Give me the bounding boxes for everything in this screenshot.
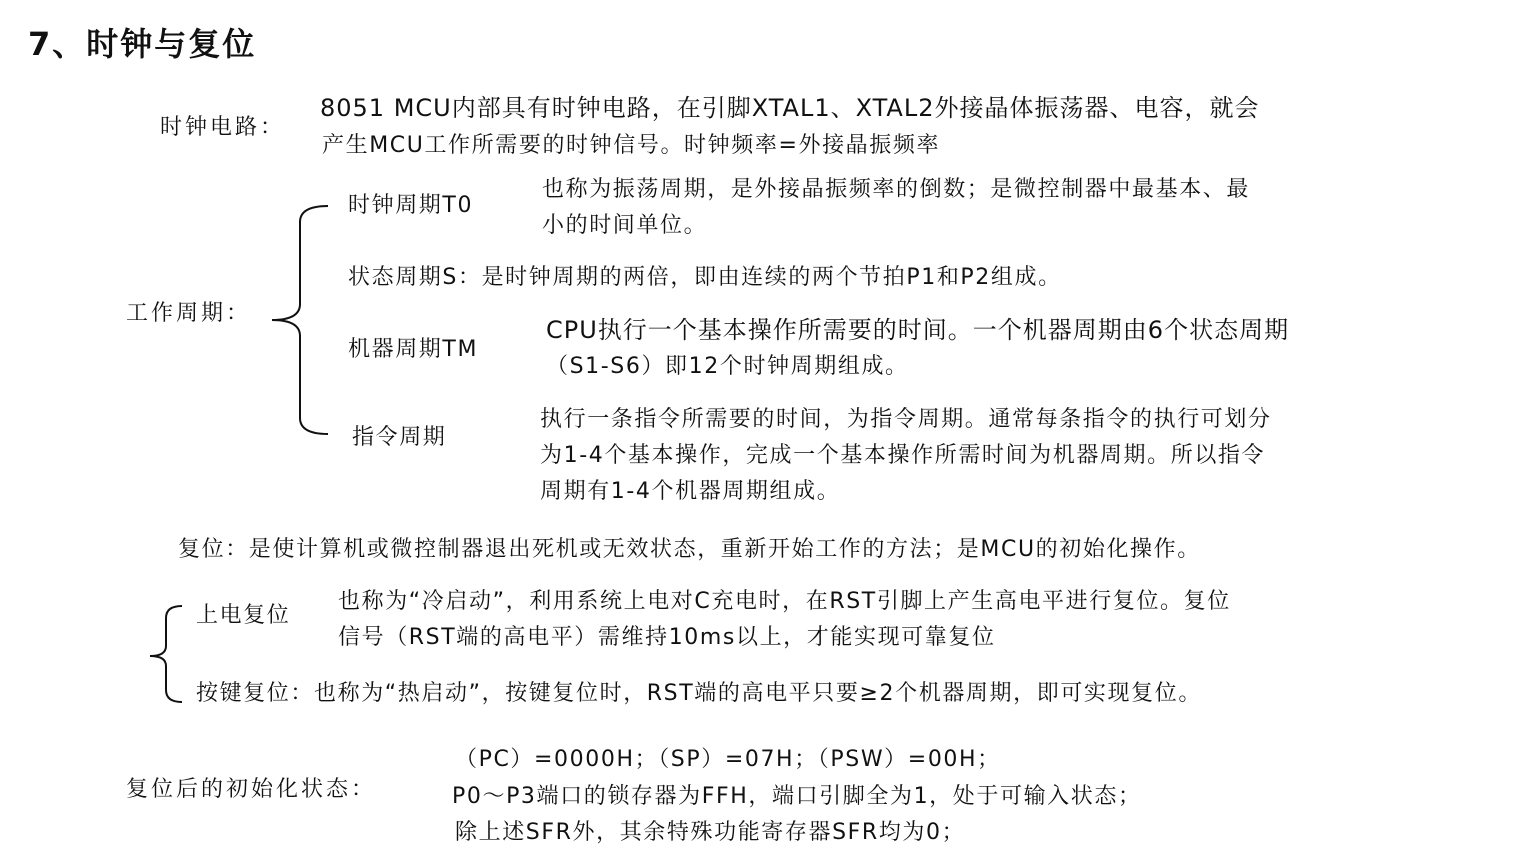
- instruction-period-desc-line1: 执行一条指令所需要的时间，为指令周期。通常每条指令的执行可划分: [540, 407, 1272, 432]
- init-state-line2: P0～P3端口的锁存器为FFH，端口引脚全为1，处于可输入状态；: [452, 784, 1142, 809]
- clock-period-desc-line2: 小的时间单位。: [542, 213, 708, 238]
- instruction-period-desc-line2: 为1-4个基本操作，完成一个基本操作所需时间为机器周期。所以指令: [540, 443, 1266, 468]
- clock-circuit-text-line1: 8051 MCU内部具有时钟电路，在引脚XTAL1、XTAL2外接晶体振荡器、电容，就会: [320, 94, 1260, 122]
- machine-period-desc-line1: CPU执行一个基本操作所需要的时间。一个机器周期由6个状态周期: [546, 316, 1290, 344]
- clock-period-name: 时钟周期T0: [348, 193, 474, 218]
- clock-circuit-text-line2: 产生MCU工作所需要的时钟信号。时钟频率=外接晶振频率: [322, 133, 941, 158]
- init-state-line1: （PC）=0000H；（SP）=07H；（PSW）=00H；: [455, 747, 1001, 772]
- instruction-period-desc-line3: 周期有1-4个机器周期组成。: [540, 479, 841, 504]
- machine-period-desc-line2: （S1-S6）即12个时钟周期组成。: [546, 354, 909, 379]
- init-state-label: 复位后的初始化状态：: [126, 777, 377, 802]
- state-period-text: 状态周期S：是时钟周期的两倍，即由连续的两个节拍P1和P2组成。: [348, 265, 1062, 290]
- clock-period-desc-line1: 也称为振荡周期，是外接晶振频率的倒数；是微控制器中最基本、最: [542, 177, 1251, 202]
- reset-definition: 复位：是使计算机或微控制器退出死机或无效状态，重新开始工作的方法；是MCU的初始化操作。: [178, 537, 1201, 562]
- clock-circuit-label: 时钟电路：: [160, 115, 286, 140]
- power-on-reset-line1: 也称为“冷启动”，利用系统上电对C充电时，在RST引脚上产生高电平进行复位。复位: [338, 589, 1231, 614]
- machine-period-name: 机器周期TM: [348, 337, 479, 362]
- power-on-reset-label: 上电复位: [196, 603, 291, 628]
- button-reset-text: 按键复位：也称为“热启动”，按键复位时，RST端的高电平只要≥2个机器周期，即可实现复位。: [196, 681, 1202, 706]
- work-cycle-label: 工作周期：: [126, 301, 252, 326]
- section-title: 7、时钟与复位: [28, 25, 257, 63]
- init-state-line3: 除上述SFR外，其余特殊功能寄存器SFR均为0；: [455, 820, 966, 845]
- power-on-reset-line2: 信号（RST端的高电平）需维持10ms以上，才能实现可靠复位: [338, 625, 996, 650]
- work-cycle-brace: [272, 206, 328, 434]
- reset-brace: [150, 606, 182, 702]
- instruction-period-name: 指令周期: [352, 425, 447, 450]
